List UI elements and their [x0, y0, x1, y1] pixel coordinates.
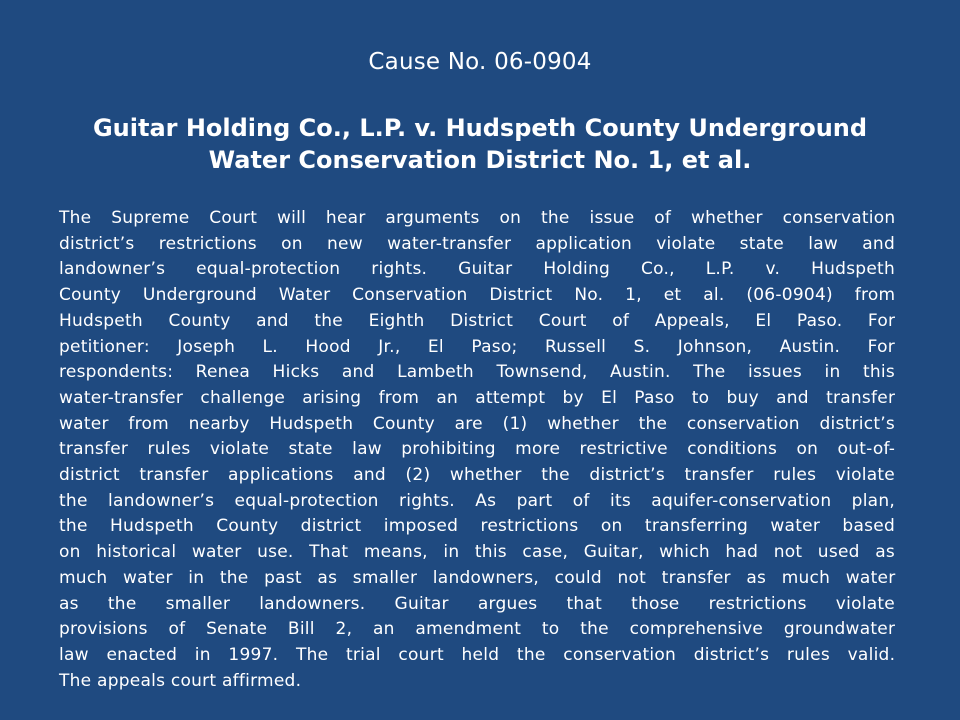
summary-line: the landowner’s equal-protection rights. As part of its aquifer-conservation plan, [59, 490, 896, 511]
case-title-line-2: Water Conservation District No. 1, et al. [208, 146, 752, 174]
summary-line: landowner’s equal-protection rights. Guitar Holding Co., L.P. v. Hudspeth [59, 259, 895, 280]
summary-line: County Underground Water Conservation District No. 1, et al. (06-0904) from [59, 285, 896, 306]
summary-line: Hudspeth County and the Eighth District Court of Appeals, El Paso. For [59, 310, 896, 331]
summary-line: respondents: Renea Hicks and Lambeth Townsend, Austin. The issues in this [59, 362, 895, 383]
summary-line: The Supreme Court will hear arguments on the issue of whether conservation [59, 208, 896, 228]
summary-line: as the smaller landowners. Guitar argues that those restrictions violate [59, 593, 895, 614]
summary-line: provisions of Senate Bill 2, an amendment to the comprehensive groundwater [59, 619, 896, 640]
summary-line: The appeals court affirmed. [59, 670, 302, 691]
summary-line: water from nearby Hudspeth County are (1) whether the conservation district’s [59, 413, 895, 434]
summary-line: district’s restrictions on new water-transfer application violate state law and [59, 233, 895, 254]
summary-line: district transfer applications and (2) whether the district’s transfer rules violate [59, 465, 895, 486]
summary-line: much water in the past as smaller landowners, could not transfer as much water [59, 567, 896, 588]
case-summary [59, 206, 895, 694]
summary-line: transfer rules violate state law prohibiting more restrictive conditions on out-of- [59, 439, 896, 460]
summary-line: the Hudspeth County district imposed restrictions on transferring water based [59, 516, 895, 537]
summary-line: water-transfer challenge arising from an attempt by El Paso to buy and transfer [59, 387, 896, 408]
case-title [0, 112, 960, 176]
cause-number: Cause No. 06-0904 [368, 49, 592, 75]
case-title-line-1: Guitar Holding Co., L.P. v. Hudspeth County Underground [92, 114, 868, 142]
summary-line: on historical water use. That means, in this case, Guitar, which had not used as [59, 542, 895, 563]
summary-line: law enacted in 1997. The trial court held the conservation district’s rules valid. [59, 644, 896, 665]
summary-line: petitioner: Joseph L. Hood Jr., El Paso; Russell S. Johnson, Austin. For [59, 336, 895, 357]
